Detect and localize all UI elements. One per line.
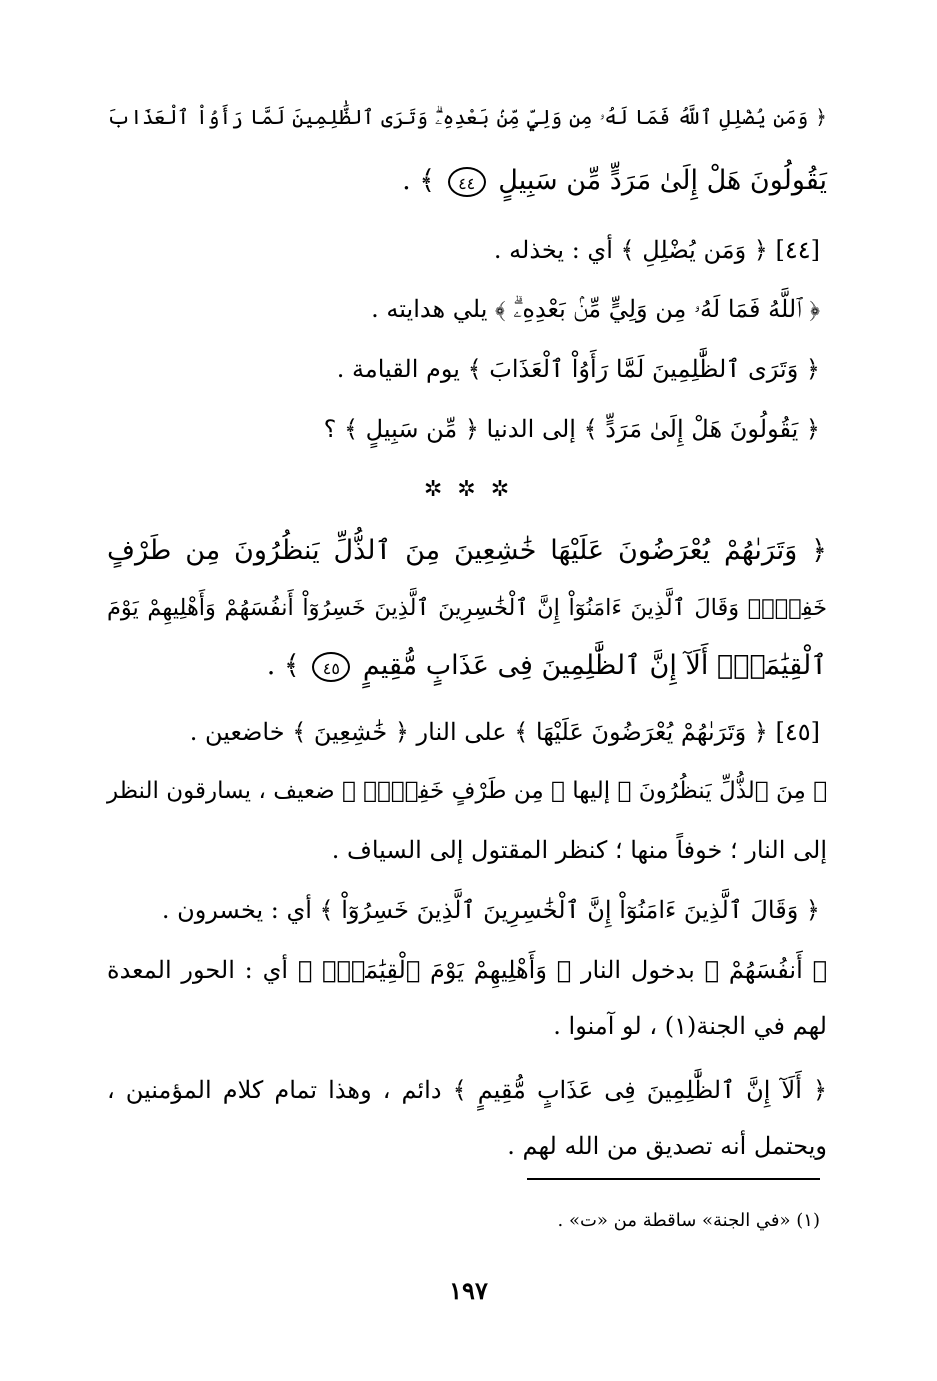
verse-45-line-1: ﴿ وَتَرَىٰهُمْ يُعْرَضُونَ عَلَيْهَا خَٰشِعِينَ مِنَ ٱلذُّلِّ يَنظُرُونَ مِن طَرْفٍ <box>107 535 827 566</box>
page-number: ١٩٧ <box>449 1276 488 1305</box>
commentary-45-line-5: ﴿ أَنفُسَهُمْ ﴾ بدخول النار ﴿ وَأَهْلِيهِمْ يَوْمَ ٱلْقِيَٰمَةِۗ ﴾ أي : الحور المعدة <box>107 956 827 984</box>
verse-44-line-2-end: ﴾ . <box>402 165 436 196</box>
commentary-44-line-1: [٤٤] ﴿ وَمَن يُضْلِلِ ﴾ أي : يخذله . <box>493 236 820 264</box>
footnote-divider <box>527 1178 820 1180</box>
verse-45-line-3 <box>267 650 827 682</box>
commentary-44-line-4: ﴿ يَقُولُونَ هَلْ إِلَىٰ مَرَدٍّ ﴾ إلى الدنيا ﴿ مِّن سَبِيلٍ ﴾ ؟ <box>323 415 820 443</box>
ayah-number-45: ٤٥ <box>312 652 350 682</box>
verse-45-line-3-end: ﴾ . <box>266 650 300 681</box>
commentary-45-line-2: ﴿ مِنَ ٱلذُّلِّ يَنظُرُونَ ﴾ إليها ﴿ مِن طَرْفٍ خَفِيٍّۗ ﴾ ضعيف ، يسارقون النظر <box>107 778 827 804</box>
commentary-44-line-3: ﴿ وَتَرَى ٱلظَّٰلِمِينَ لَمَّا رَأَوُاْ ٱلْعَذَابَ ﴾ يوم القيامة . <box>336 355 820 383</box>
section-separator: ✲ ✲ ✲ <box>423 477 514 502</box>
verse-44-line-2-text: يَقُولُونَ هَلْ إِلَىٰ مَرَدٍّ مِّن سَبِيلٍ <box>498 165 827 196</box>
commentary-45-line-8: ويحتمل أنه تصديق من الله لهم . <box>507 1132 827 1160</box>
commentary-45-line-1: [٤٥] ﴿ وَتَرَىٰهُمْ يُعْرَضُونَ عَلَيْهَا ﴾ على النار ﴿ خَٰشِعِينَ ﴾ خاضعين . <box>189 718 820 746</box>
verse-45-line-2: خَفِيٍّۗ وَقَالَ ٱلَّذِينَ ءَامَنُوٓاْ إِنَّ ٱلْخَٰسِرِينَ ٱلَّذِينَ خَسِرُوٓاْ أَنفُسَهُمْ وَأَهْلِيهِمْ يَوْمَ <box>107 595 827 621</box>
commentary-44-line-2: ﴿ ٱللَّهُ فَمَا لَهُۥ مِن وَلِيٍّ مِّنۢ بَعْدِهِۦۗ ﴾ يلي هدايته . <box>371 295 820 323</box>
commentary-45-line-6: لهم في الجنة(١) ، لو آمنوا . <box>553 1012 827 1040</box>
commentary-45-line-4: ﴿ وَقَالَ ٱلَّذِينَ ءَامَنُوٓاْ إِنَّ ٱلْخَٰسِرِينَ ٱلَّذِينَ خَسِرُوٓاْ ﴾ أي : يخسرون . <box>161 896 820 924</box>
verse-45-line-3-text: ٱلْقِيَٰمَةِۗ أَلَآ إِنَّ ٱلظَّٰلِمِينَ فِى عَذَابٍ مُّقِيمٍ <box>362 650 827 681</box>
verse-44-line-2 <box>402 165 827 197</box>
commentary-45-line-7: ﴿ أَلَآ إِنَّ ٱلظَّٰلِمِينَ فِى عَذَابٍ مُّقِيمٍ ﴾ دائم ، وهذا تمام كلام المؤمنين ، <box>107 1076 828 1104</box>
verse-44-line-1: ﴿ وَمَن يُضْلِلِ ٱللَّهُ فَمَا لَهُۥ مِن وَلِيٍّ مِّنۢ بَعْدِهِۦۗ وَتَرَى ٱلظَّٰلِمِينَ لَمَّا رَأَوُاْ ٱلْعَذَابَ <box>107 105 827 129</box>
footnote-1: (١) «في الجنة» ساقطة من «ت» . <box>557 1210 820 1231</box>
ayah-number-44: ٤٤ <box>448 167 486 197</box>
commentary-45-line-3: إلى النار ؛ خوفاً منها ؛ كنظر المقتول إلى السياف . <box>331 836 827 864</box>
